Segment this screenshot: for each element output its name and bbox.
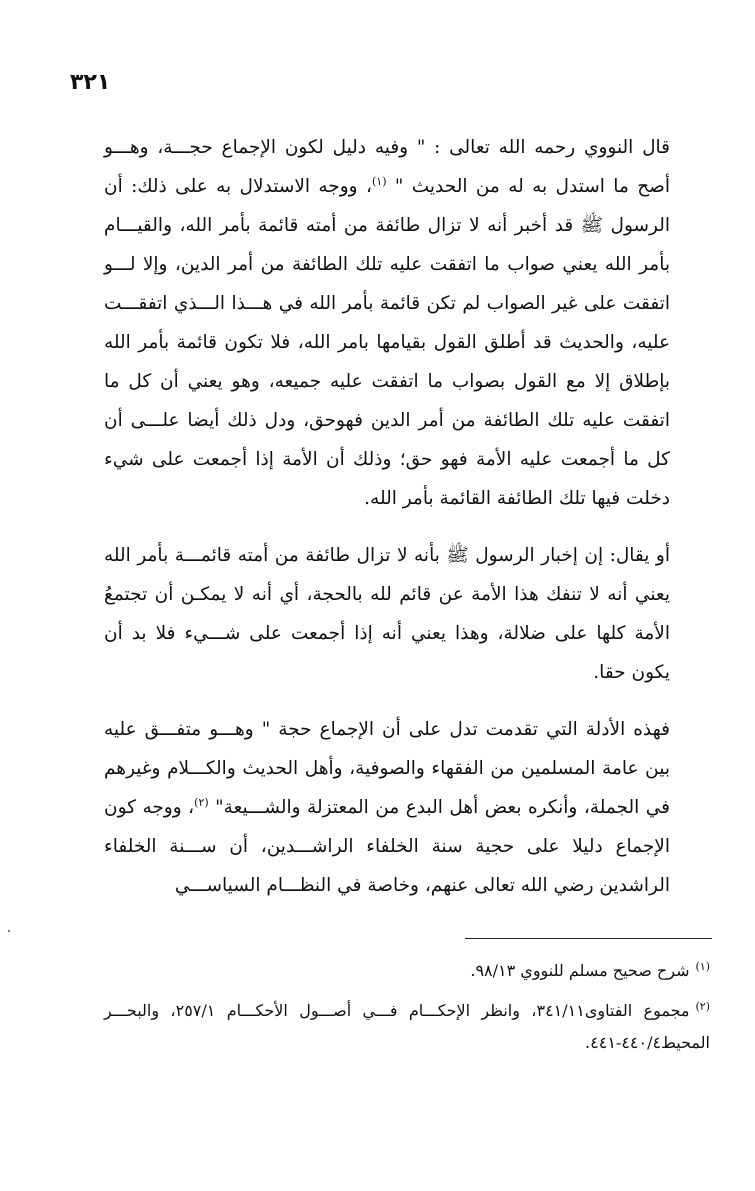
footnote-separator xyxy=(465,938,712,939)
main-text xyxy=(104,128,670,905)
paragraph-1-text-a: قال النووي رحمه الله تعالى : " وفيه دليل لكون الإجماع حجـــة، وهـــو أصح ما استدل به له من الحديث " xyxy=(104,137,671,197)
paragraph-3-text-a: فهذه الأدلة التي تقدمت تدل على أن الإجماع حجة " وهـــو متفـــق عليه بين عامة المسلمين من الفقهاء والصوفية، وأهل الحديث والكـــلام وغيرهم في الجملة، وأنكره بعض أهل البدع من المعتزلة والشـــيعة" xyxy=(104,719,671,818)
footnote-1-text: شرح صحيح مسلم للنووي ٩٨/١٣. xyxy=(470,961,690,980)
footnote-ref-1: (١) xyxy=(371,174,387,188)
paragraph-1 xyxy=(104,128,670,518)
footnote-1 xyxy=(104,955,710,987)
page-number: ٣٢١ xyxy=(70,70,111,95)
footnote-2-text: مجموع الفتاوى٣٤١/١١، وانظر الإحكـــام فـــي أصـــول الأحكـــام ٢٥٧/١، والبحـــر المحيط٤٤٠/٤-٤٤١. xyxy=(104,1001,710,1052)
paragraph-1-text-b: ، ووجه الاستدلال به على ذلك: أن الرسول ﷺ قد أخبر أنه لا تزال طائفة من أمته قائمة بأمر الله، والقيـــام بأمر الله يعني صواب ما اتفقت عليه تلك الطائفة من أمر الدين، وإلا لـــو اتفقت على غير الصواب لم تكن قائمة بأمر الله في هـــذا الـــذي اتفقـــت عليه، والحديث قد أطلق القول بقيامها بامر الله، فلا تكون قائمة بأمر الله بإطلاق إلا مع القول بصواب ما اتفقت عليه جميعه، وهو يعني أن كل ما اتفقت عليه تلك الطائفة من أمر الدين فهوحق، ودل ذلك أيضا علـــى أن كل ما أجمعت عليه الأمة فهو حق؛ وذلك أن الأمة إذا أجمعت على شيء دخلت فيها تلك الطائفة القائمة بأمر الله. xyxy=(104,176,670,509)
footnote-ref-2: (٢) xyxy=(194,795,209,809)
footnotes xyxy=(104,955,710,1059)
paragraph-3 xyxy=(104,710,670,905)
footnote-1-marker: (١) xyxy=(695,959,710,973)
scan-speck xyxy=(8,930,10,932)
paragraph-3-text-b: ، ووجه كون الإجماع دليلا على حجية سنة الخلفاء الراشـــدين، أن ســـنة الخلفاء الراشدين رضي الله تعالى عنهم، وخاصة في النظـــام السياســـي xyxy=(104,797,670,896)
footnote-2-marker: (٢) xyxy=(695,999,711,1013)
footnote-2 xyxy=(104,995,710,1059)
paragraph-2: أو يقال: إن إخبار الرسول ﷺ بأنه لا تزال طائفة من أمته قائمـــة بأمر الله يعني أنه لا تنفك هذا الأمة عن قائم لله بالحجة، أي أنه لا يمكـن أن تجتمعُ الأمة كلها على ضلالة، وهذا يعني أنه إذا أجمعت على شـــيء فلا بد أن يكون حقا. xyxy=(104,545,670,683)
